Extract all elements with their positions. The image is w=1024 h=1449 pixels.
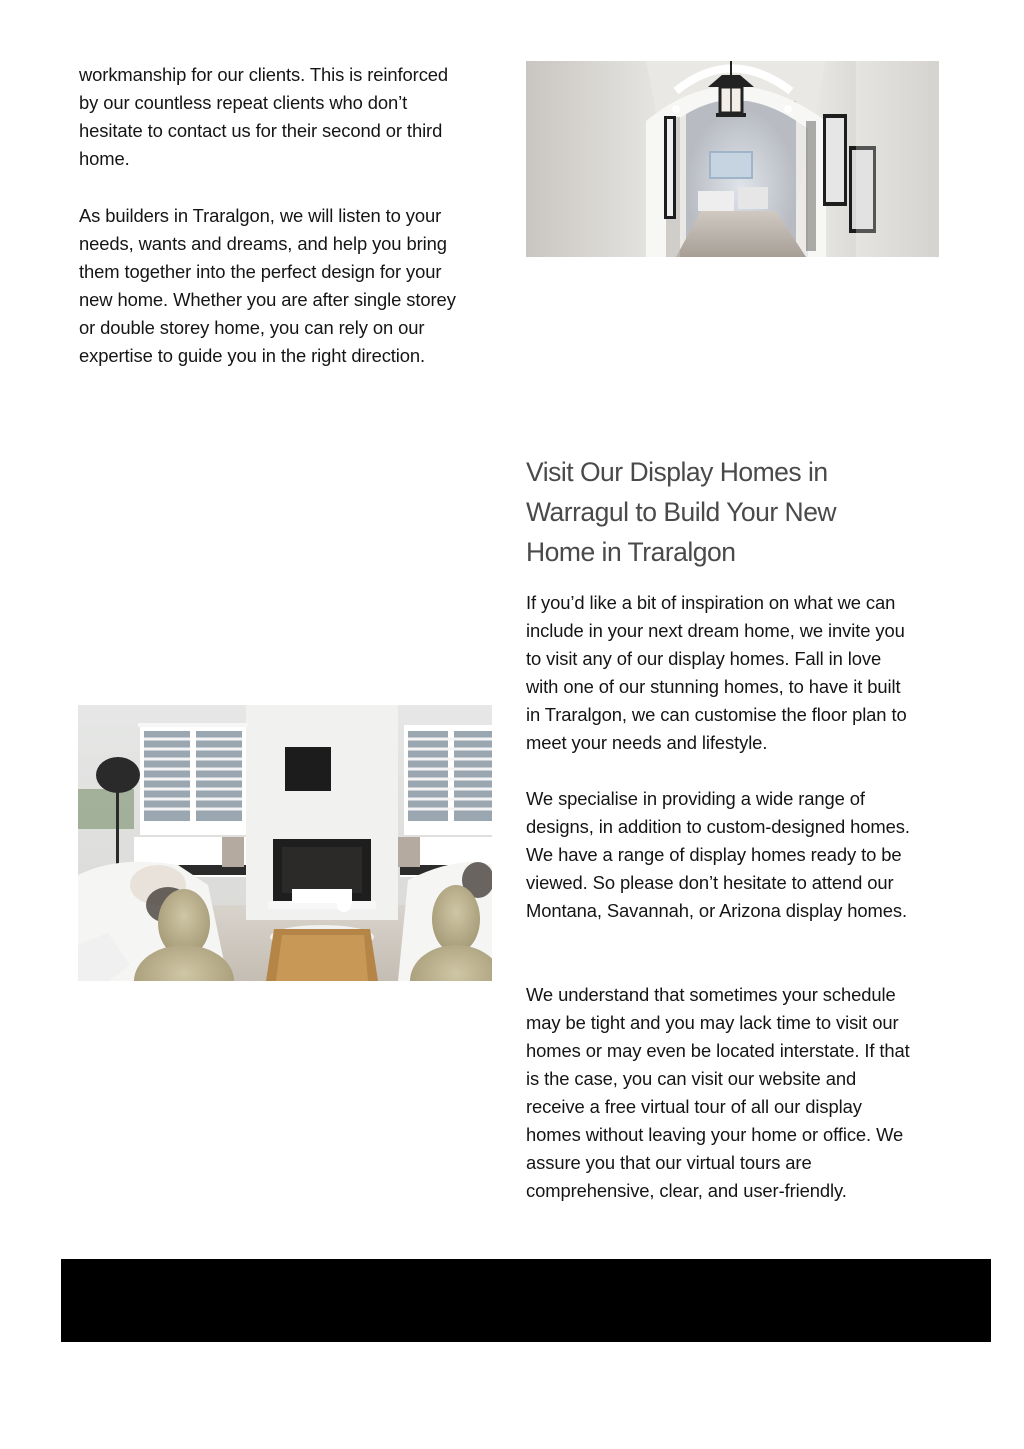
hallway-photo	[526, 61, 939, 257]
left-paragraph-1: workmanship for our clients. This is reinforced by our countless repeat clients who don’t hesitate to contact us for their second or third home.	[79, 64, 449, 169]
right-paragraph-1: If you’d like a bit of inspiration on what we can include in your next dream home, we invite you to visit any of our display homes. Fall in love with one of our stunning homes, to have it built in Traralgon, we can customise the floor plan to meet your needs and lifestyle.	[526, 592, 907, 753]
living-room-photo	[78, 705, 492, 981]
left-paragraph-2: As builders in Traralgon, we will listen to your needs, wants and dreams, and help you bring them together into the perfect design for your new home. Whether you are after single storey or double storey home, you can rely on our expertise to guide you in the right direction.	[79, 205, 456, 366]
right-paragraph-3: We understand that sometimes your schedule may be tight and you may lack time to visit our homes or may even be located interstate. If that is the case, you can visit our website and receive a free virtual tour of all our display homes without leaving your home or office. We assure you that our virtual tours are comprehensive, clear, and user-friendly.	[526, 984, 910, 1201]
section-heading: Visit Our Display Homes in Warragul to Build Your New Home in Traralgon	[526, 457, 837, 567]
footer-bar	[61, 1259, 991, 1342]
right-paragraph-2: We specialise in providing a wide range of designs, in addition to custom-designed homes. We have a range of display homes ready to be viewed. So please don’t hesitate to attend our Montana, Savannah, or Arizona display homes.	[526, 788, 910, 921]
